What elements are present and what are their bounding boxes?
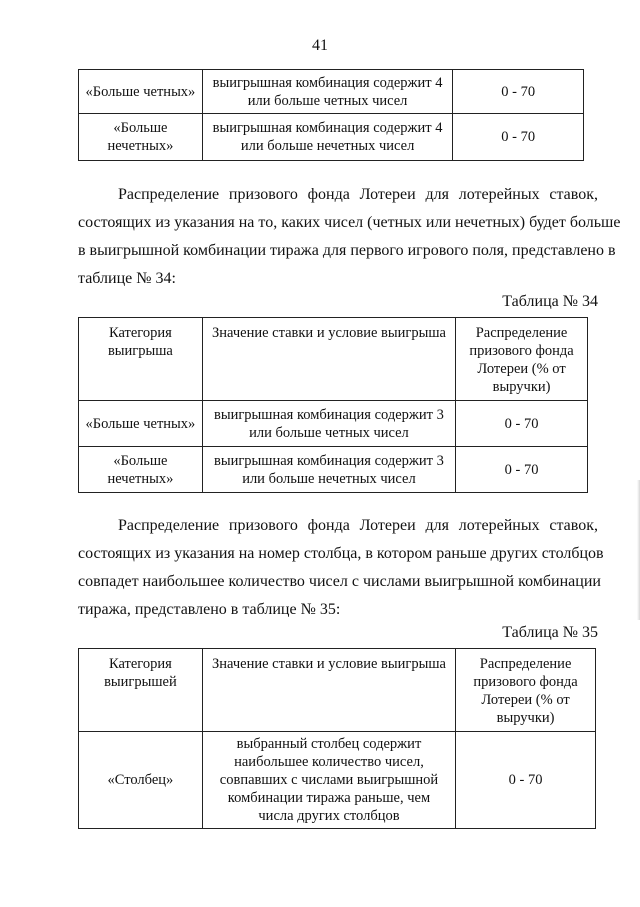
distribution-cell: 0 - 70	[453, 70, 584, 114]
header-distribution: Распределение призового фонда Лотереи (% от выручки)	[456, 318, 588, 401]
paragraph-line: совпадет наибольшее количество чисел с числами выигрышной комбинации	[78, 573, 601, 590]
header-distribution: Распределение призового фонда Лотереи (% от выручки)	[456, 649, 596, 732]
distribution-cell: 0 - 70	[453, 114, 584, 161]
paragraph-line: Распределение призового фонда Лотереи для лотерейных ставок,	[118, 186, 598, 203]
table-row	[79, 114, 584, 161]
condition-cell: выигрышная комбинация содержит 3 или больше нечетных чисел	[202, 447, 455, 493]
header-category: Категория выигрыша	[79, 318, 203, 401]
paragraph-line: в выигрышной комбинации тиража для первого игрового поля, представлено в	[78, 242, 616, 259]
distribution-cell: 0 - 70	[456, 401, 588, 447]
paragraph-line: таблице № 34:	[78, 270, 176, 287]
condition-cell: выигрышная комбинация содержит 3 или больше четных чисел	[202, 401, 455, 447]
paragraph-line: тиража, представлено в таблице № 35:	[78, 601, 341, 618]
category-cell: «Больше четных»	[79, 70, 203, 114]
header-condition: Значение ставки и условие выигрыша	[202, 649, 455, 732]
condition-cell: выигрышная комбинация содержит 4 или больше четных чисел	[202, 70, 452, 114]
paragraph-table-34-intro	[78, 181, 621, 293]
category-cell: «Больше четных»	[79, 401, 203, 447]
distribution-cell: 0 - 70	[456, 732, 596, 829]
condition-cell: выбранный столбец содержит наибольшее количество чисел, совпавших с числами выигрышной комбинации тиража раньше, чем числа других столбцов	[202, 732, 455, 829]
table-row	[79, 401, 588, 447]
table-header-row	[79, 318, 588, 401]
paragraph-line: Распределение призового фонда Лотереи для лотерейных ставок,	[118, 517, 598, 534]
table-row	[79, 447, 588, 493]
table-35	[78, 648, 596, 829]
paragraph-table-35-intro	[78, 512, 604, 624]
table-header-row	[79, 649, 596, 732]
page-number: 41	[312, 37, 328, 54]
table-row	[79, 70, 584, 114]
table-35-caption: Таблица № 35	[502, 624, 598, 641]
table-34-caption: Таблица № 34	[502, 293, 598, 310]
distribution-cell: 0 - 70	[456, 447, 588, 493]
header-category: Категория выигрышей	[79, 649, 203, 732]
paragraph-line: состоящих из указания на номер столбца, в котором раньше других столбцов	[78, 545, 604, 562]
table-continuation	[78, 69, 584, 161]
category-cell: «Столбец»	[79, 732, 203, 829]
table-34	[78, 317, 588, 493]
category-cell: «Больше нечетных»	[79, 114, 203, 161]
condition-cell: выигрышная комбинация содержит 4 или больше нечетных чисел	[202, 114, 452, 161]
category-cell: «Больше нечетных»	[79, 447, 203, 493]
paragraph-line: состоящих из указания на то, каких чисел (четных или нечетных) будет больше	[78, 214, 621, 231]
header-condition: Значение ставки и условие выигрыша	[202, 318, 455, 401]
table-row	[79, 732, 596, 829]
